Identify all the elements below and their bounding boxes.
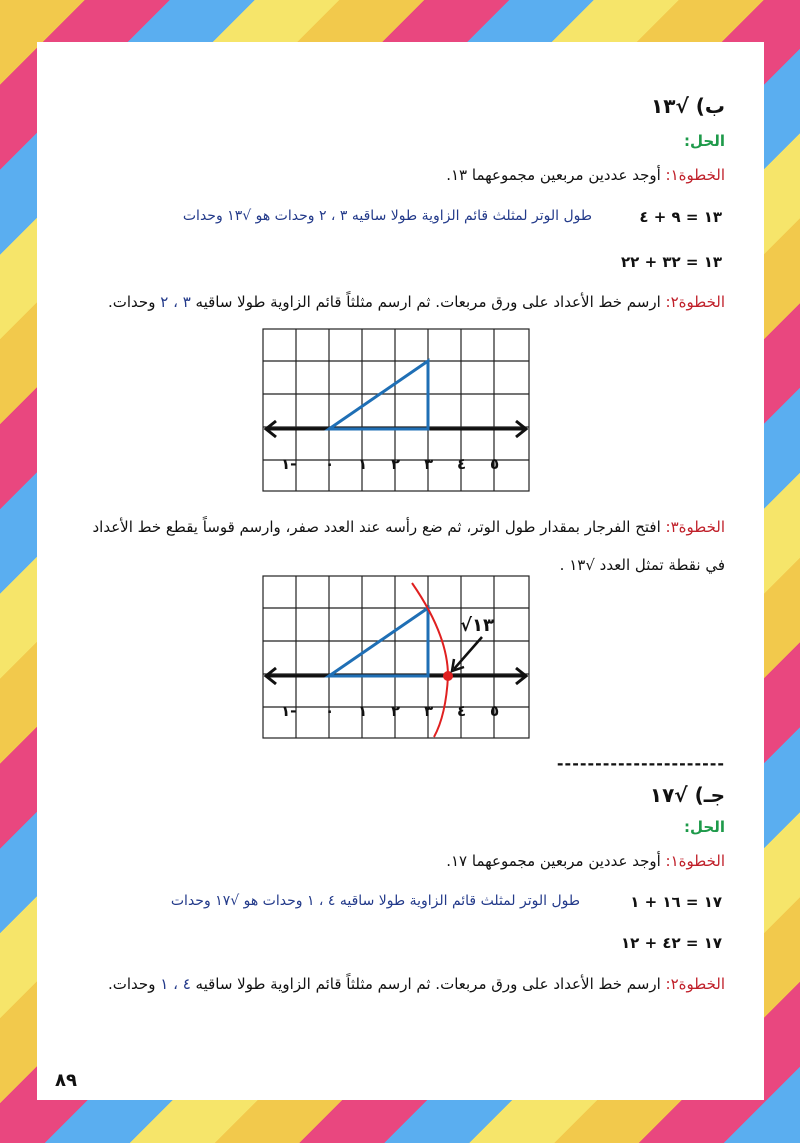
axis-label: ٣: [424, 455, 434, 473]
part-c-solution-label: الحل:: [684, 818, 725, 836]
page-number: ٨٩: [55, 1070, 77, 1091]
axis-label: ٤: [457, 702, 467, 720]
axis-label: ١-: [281, 455, 297, 473]
part-c-eq1: ١٧ = ١٦ + ١: [630, 893, 722, 911]
part-b-heading: ب) √١٣: [651, 94, 725, 118]
part-c-eq2: ١٧ = ٤٢ + ١٢: [621, 934, 722, 952]
step3-label: الخطوة٣:: [665, 518, 725, 536]
part-b-step3-cont: في نقطة تمثل العدد √١٣ .: [559, 556, 725, 574]
part-b-note: طول الوتر لمثلث قائم الزاوية طولا ساقيه ٣ ، ٢ وحدات هو √١٣ وحدات: [182, 208, 592, 224]
step2-legs: ٤ ، ١: [160, 975, 191, 993]
step2-label: الخطوة٢:: [665, 293, 725, 311]
step2-text: ارسم خط الأعداد على ورق مربعات. ثم ارسم مثلثاً قائم الزاوية طولا ساقيه: [195, 293, 661, 311]
step2-legs: ٣ ، ٢: [160, 293, 191, 311]
part-c-note: طول الوتر لمثلث قائم الزاوية طولا ساقيه ٤ ، ١ وحدات هو √١٧ وحدات: [170, 893, 580, 909]
sqrt-13-label: √١٣: [460, 615, 494, 636]
axis-label: ١: [358, 455, 368, 473]
axis-label: ٤: [457, 455, 467, 473]
part-b-eq1: ١٣ = ٩ + ٤: [639, 208, 722, 226]
part-b-solution-label: الحل:: [684, 132, 725, 150]
part-b-step3: [92, 518, 725, 536]
part-b-step2: [108, 293, 725, 311]
step1-label: الخطوة١:: [665, 166, 725, 184]
axis-label: ٢: [391, 455, 401, 473]
axis-label: ٣: [424, 702, 434, 720]
axis-label: ٠: [325, 455, 335, 473]
step1-text: أوجد عددين مربعين مجموعهما ١٣.: [446, 166, 661, 184]
step1-label: الخطوة١:: [665, 852, 725, 870]
part-c-step1: [446, 852, 725, 870]
step2-end: وحدات.: [108, 293, 156, 311]
axis-label: ١: [358, 702, 368, 720]
part-b-eq2: ١٣ = ٣٢ + ٢٢: [621, 253, 722, 271]
axis-label: ٥: [490, 702, 500, 720]
step2-label: الخطوة٢:: [665, 975, 725, 993]
step2-end: وحدات.: [108, 975, 156, 993]
axis-label: ٢: [391, 702, 401, 720]
axis-label: ٠: [325, 702, 335, 720]
part-b-step1: [446, 166, 725, 184]
step1-text: أوجد عددين مربعين مجموعهما ١٧.: [446, 852, 661, 870]
part-c-step2: [108, 975, 725, 993]
step3-text: افتح الفرجار بمقدار طول الوتر، ثم ضع رأسه عند العدد صفر، وارسم قوساً يقطع خط الأعداد: [92, 518, 661, 536]
section-divider: ----------------------: [556, 754, 725, 773]
axis-label: ٥: [490, 455, 500, 473]
axis-label: ١-: [281, 702, 297, 720]
step2-text: ارسم خط الأعداد على ورق مربعات. ثم ارسم مثلثاً قائم الزاوية طولا ساقيه: [195, 975, 661, 993]
part-c-heading: جـ) √١٧: [649, 783, 725, 807]
